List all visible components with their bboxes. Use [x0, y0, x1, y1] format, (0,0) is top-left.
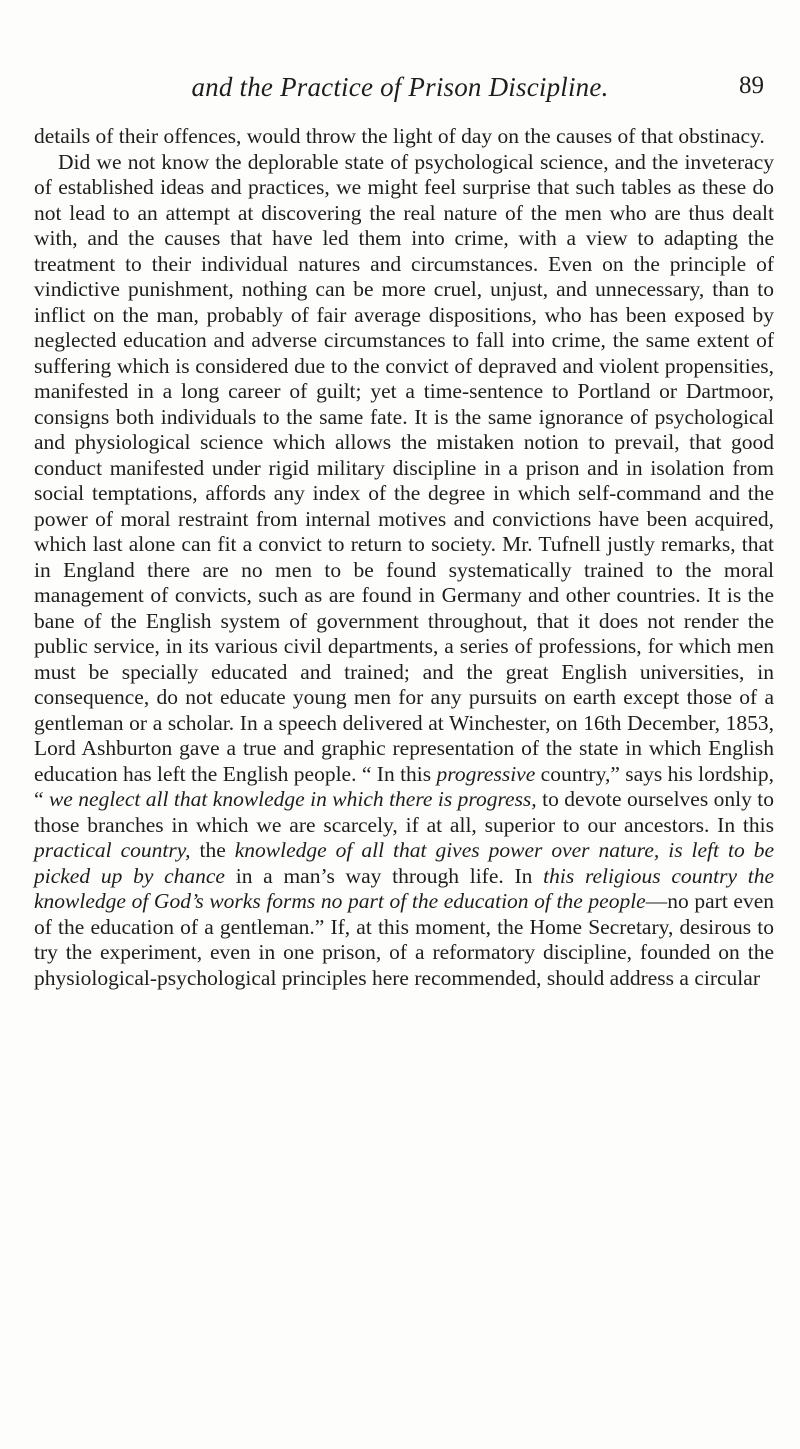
italic-run: we neglect all that knowledge in which there is progress,	[48, 787, 537, 811]
running-head	[0, 68, 800, 112]
text-run: Did we not know the deplorable state of psychological science, and the inveteracy of established ideas and practices, we might feel surprise that such tables as these do not lead to an attempt at discovering the real nature of the men who are thus dealt with, and the causes that have led them into crime, with a view to adapting the treatment to their individual natures and circumstances. Even on the principle of vindictive punishment, nothing can be more cruel, unjust, and unnecessary, than to inflict on the man, probably of fair average dispositions, who has been exposed by neglected education and adverse circumstances to fall into crime, the same extent of suffering which is considered due to the convict of depraved and violent propensities, manifested in a long career of guilt; yet a time-sentence to Portland or Dartmoor, consigns both individuals to the same fate. It is the same ignorance of psychological and physiological science which allows the mistaken notion to prevail, that good conduct manifested under rigid military discipline in a prison and in isolation from social temptations, affords any index of the degree in which self-command and the power of moral restraint from internal motives and convictions have been acquired, which last alone can fit a convict to return to society. Mr. Tufnell justly remarks, that in England there are no men to be found systematically trained to the moral management of convicts, such as are found in Germany and other countries. It is the bane of the English system of government throughout, that it does not render the public service, in its various civil departments, a series of professions, for which men must be specially educated and trained; and the great English universities, in consequence, do not educate young men for any pursuits on earth except those of a gentleman or a scholar. In a speech delivered at Winchester, on 16th December, 1853, Lord Ashburton gave a true and graphic representation of the state in which English education has left the English people. “ In this	[34, 149, 774, 786]
text-run: country,” says his lordship, “	[34, 761, 774, 811]
italic-run: practical country,	[34, 838, 191, 862]
text-run: —no part even of the education of a gentleman.” If, at this moment, the Home Secretary, desirous to try the experiment, even in one prison, of a reformatory discipline, founded on the physiological-psychological principles here recommended, should address a circular	[34, 889, 774, 990]
running-title: and the Practice of Prison Discipline.	[191, 72, 609, 102]
text-run: the	[190, 838, 235, 862]
italic-run: knowledge of all that gives power over nature, is left to be picked up by chance	[34, 838, 774, 888]
body-text	[34, 124, 774, 991]
paragraph	[34, 150, 774, 992]
italic-run: this religious country the knowledge of God’s works forms no part of the education of the people	[34, 863, 775, 913]
text-run: in a man’s way through life. In	[224, 863, 544, 888]
paragraph-continued: details of their offences, would throw the light of day on the causes of that obstinacy.	[34, 124, 765, 148]
page-number: 89	[739, 72, 764, 99]
italic-run: progressive	[436, 761, 536, 786]
text-run: to devote ourselves only to those branches in which we are scarcely, if at all, superior to our ancestors. In this	[34, 787, 774, 837]
